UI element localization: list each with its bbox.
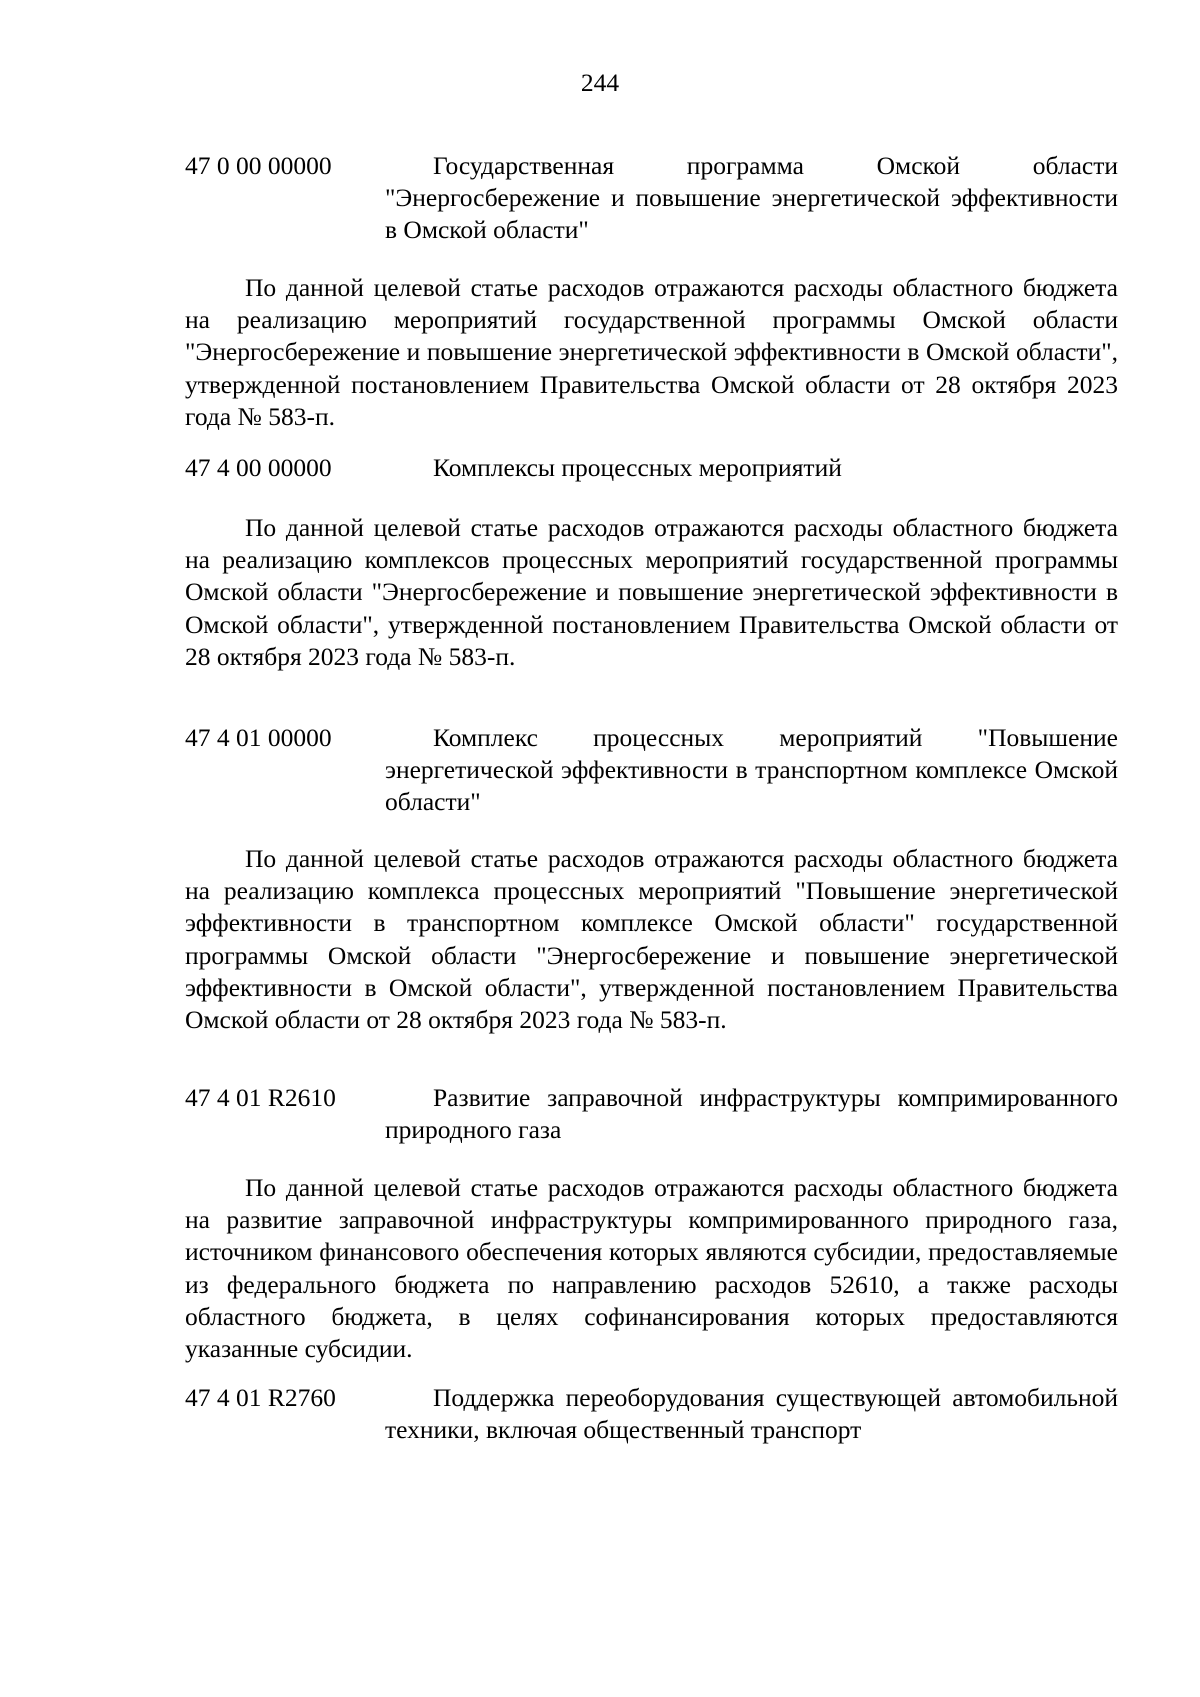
budget-code: 47 4 00 00000 [185,453,332,482]
section-title: Развитие заправочной инфраструктуры компримированного природного газа [385,1083,1118,1144]
budget-code: 47 4 01 R2610 [185,1083,336,1112]
budget-code: 47 0 00 00000 [185,151,332,180]
section-title: Комплексы процессных мероприятий [433,453,842,482]
section-heading [185,150,1118,246]
page-number: 244 [580,68,620,97]
section-heading [185,1382,1118,1446]
section-title: Комплекс процессных мероприятий "Повышение энергетической эффективности в транспортном комплексе Омской области" [385,723,1118,816]
section-description: По данной целевой статье расходов отражаются расходы областного бюджета на реализацию мероприятий государственной программы Омской области "Энергосбережение и повышение энергетической эффективности в Омской области", утвержденной постановлением Правительства Омской области от 28 октября 2023 года № 583-п. [185,273,1118,431]
budget-code: 47 4 01 00000 [185,723,332,752]
section-heading [185,452,1118,484]
section-description: По данной целевой статье расходов отражаются расходы областного бюджета на развитие заправочной инфраструктуры компримированного природного газа, источником финансового обеспечения которых являются субсидии, предоставляемые из федерального бюджета по направлению расходов 52610, а также расходы областного бюджета, в целях софинансирования которых предоставляются указанные субсидии. [185,1173,1118,1364]
section-title: Государственная программа Омской области "Энергосбережение и повышение энергетической эффективности в Омской области" [385,151,1118,244]
section-heading [185,1082,1118,1146]
section-description: По данной целевой статье расходов отражаются расходы областного бюджета на реализацию комплекса процессных мероприятий "Повышение энергетической эффективности в транспортном комплексе Омской области" государственной программы Омской области "Энергосбережение и повышение энергетической эффективности в Омской области", утвержденной постановлением Правительства Омской области от 28 октября 2023 года № 583-п. [185,844,1118,1035]
budget-code: 47 4 01 R2760 [185,1383,336,1412]
section-title: Поддержка переоборудования существующей автомобильной техники, включая общественный транспорт [385,1383,1118,1444]
section-description: По данной целевой статье расходов отражаются расходы областного бюджета на реализацию комплексов процессных мероприятий государственной программы Омской области "Энергосбережение и повышение энергетической эффективности в Омской области", утвержденной постановлением Правительства Омской области от 28 октября 2023 года № 583-п. [185,513,1118,671]
section-heading [185,722,1118,818]
